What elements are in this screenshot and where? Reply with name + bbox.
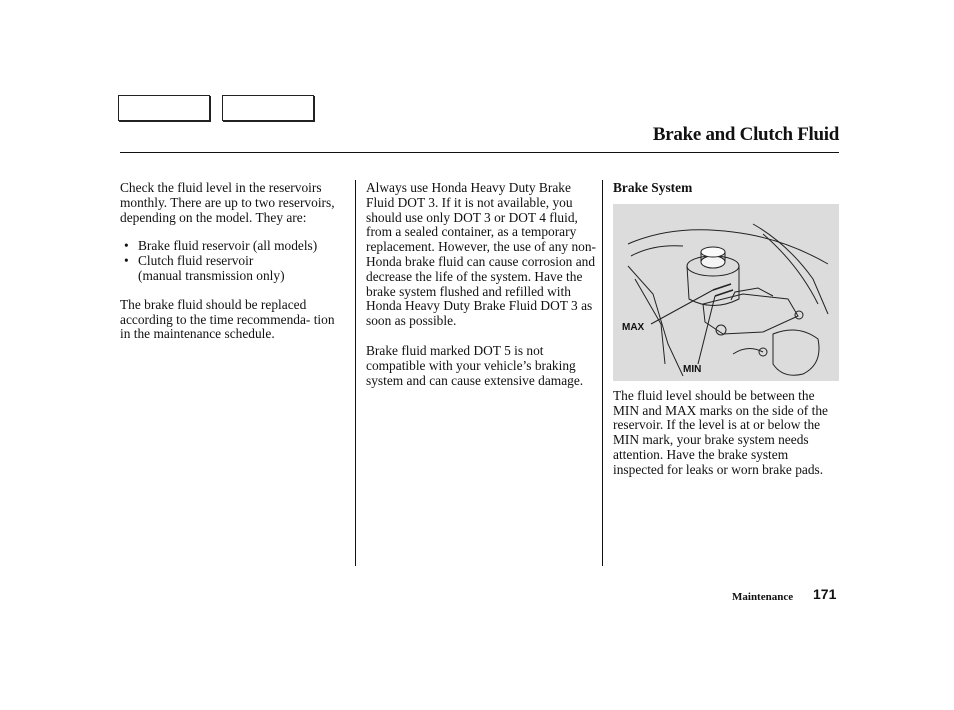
min-label: MIN — [683, 363, 702, 375]
title-rule — [120, 152, 839, 153]
replacement-note: The brake fluid should be replaced according to the time recommenda- tion in the maintenance schedule. — [120, 296, 335, 342]
list-item-text: Brake fluid reservoir (all models) — [138, 238, 318, 254]
section-heading: Brake System — [613, 180, 693, 195]
list-item — [124, 254, 346, 284]
nav-button-right[interactable] — [222, 95, 314, 121]
page-number: 171 — [813, 586, 837, 602]
list-item-text: Clutch fluid reservoir — [138, 253, 254, 269]
engine-bay-drawing — [613, 204, 839, 381]
max-label: MAX — [622, 321, 645, 333]
column-divider-1 — [355, 180, 356, 566]
footer-section-name: Maintenance — [732, 591, 794, 603]
reservoir-list — [120, 239, 346, 283]
fluid-level-paragraph: The fluid level should be between the MIN and MAX marks on the side of the reservoir. If the level is at or below the MIN mark, your brake system needs attention. Have the brake system inspected for leaks or worn brake pads. — [613, 387, 828, 477]
column-2 — [366, 181, 596, 388]
brake-reservoir-illustration — [613, 204, 839, 381]
page-title: Brake and Clutch Fluid — [652, 124, 839, 145]
intro-paragraph: Check the fluid level in the reservoirs monthly. There are up to two reservoirs, depending on the model. They are: — [120, 180, 335, 225]
column-3 — [613, 181, 841, 478]
column-divider-2 — [602, 180, 603, 566]
list-item-subtext: (manual transmission only) — [138, 267, 285, 283]
column-1 — [120, 181, 346, 342]
dot5-warning-paragraph: Brake fluid marked DOT 5 is not compatible with your vehicle’s braking system and can cause extensive damage. — [366, 342, 584, 388]
fluid-type-paragraph: Always use Honda Heavy Duty Brake Fluid DOT 3. If it is not available, you should use only DOT 3 or DOT 4 fluid, from a sealed container, as a temporary replacement. However, the use of any non-Honda brake fluid can cause corrosion and decrease the life of the system. Have the brake system flushed and refilled with Honda Heavy Duty Brake Fluid DOT 3 as soon as possible. — [366, 180, 596, 329]
nav-button-left[interactable] — [118, 95, 210, 121]
list-item — [124, 239, 346, 254]
